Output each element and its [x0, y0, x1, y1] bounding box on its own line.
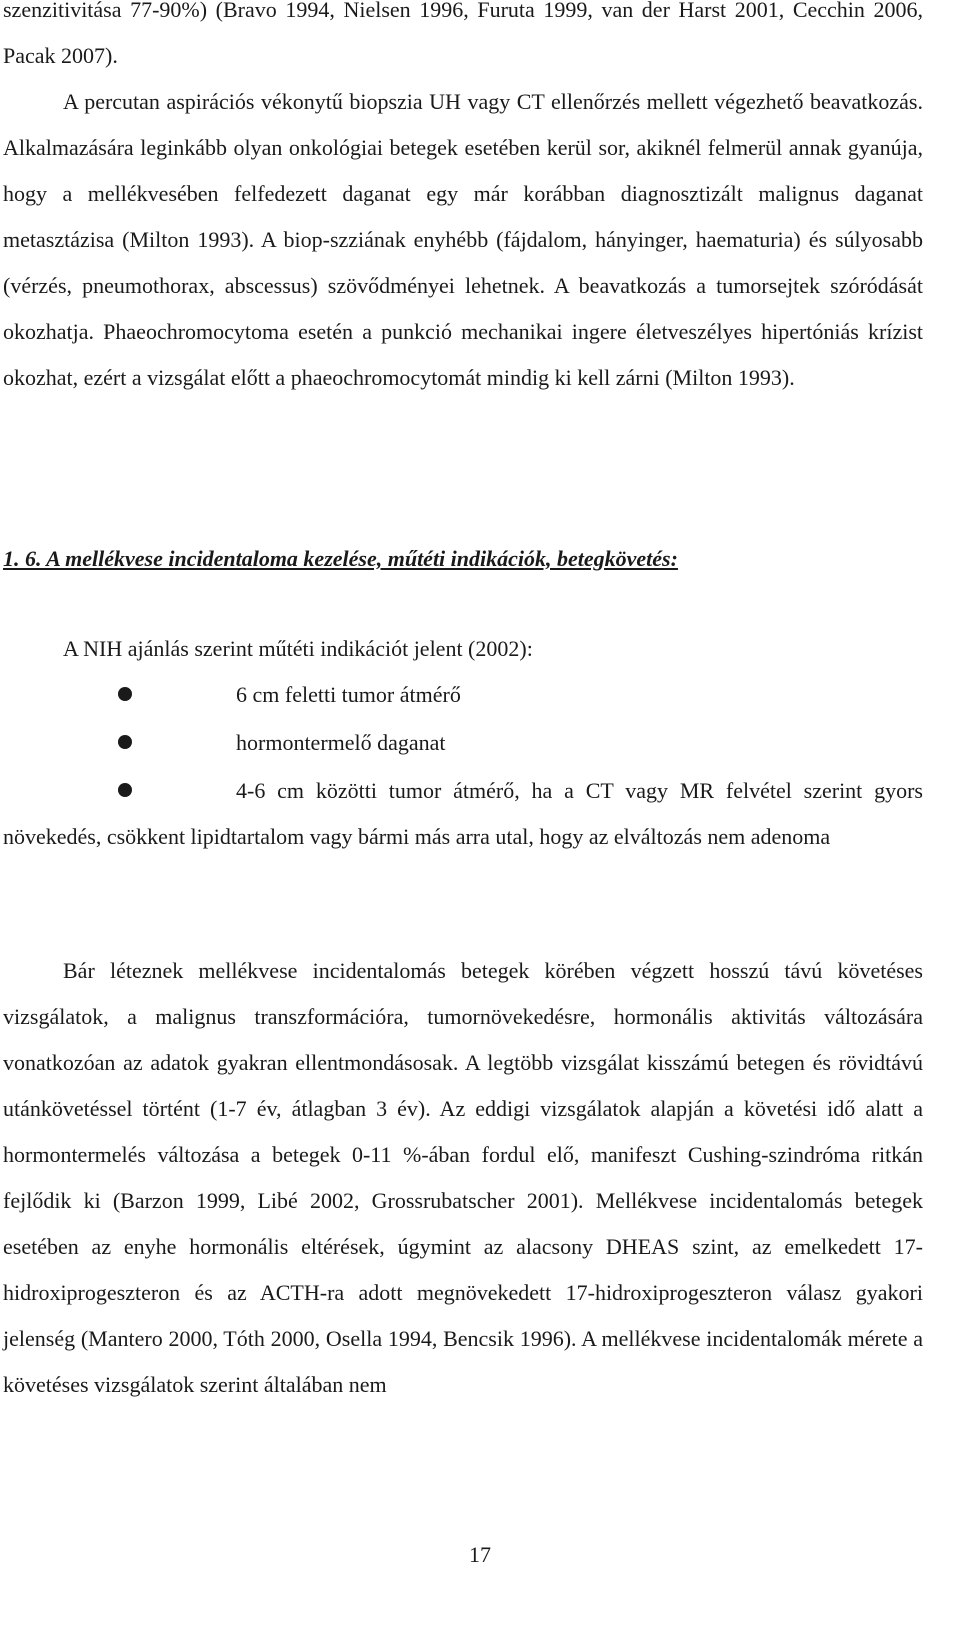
- page-number: 17: [469, 1542, 491, 1567]
- list-item-text: hormontermelő daganat: [236, 730, 446, 755]
- list-item-long: [3, 768, 923, 860]
- indication-list: [0, 672, 923, 768]
- bullet-icon: [118, 783, 132, 797]
- bullet-icon: [118, 735, 132, 749]
- paragraph-biopsy-text: A percutan aspirációs vékonytű biopszia UH vagy CT ellenőrzés mellett végezhető beavatkozás. Alkalmazására leginkább olyan onkológiai betegek esetében kerül sor, akiknél felmerül annak gyanúja, hogy a mellékvesében felfedezett daganat egy már korábban diagnosztizált malignus daganat metasztázisa (Milton 1993). A biop-szziának enyhébb (fájdalom, hányinger, haematuria) és súlyosabb (vérzés, pneumothorax, abscessus) szövődményei lehetnek. A beavatkozás a tumorsejtek szóródását okozhatja. Phaeochromocytoma esetén a punkció mechanikai ingere életveszélyes hipertóniás krízist okozhat, ezért a vizsgálat előtt a phaeochromocytomát mindig ki kell zárni (Milton 1993).: [3, 89, 923, 390]
- paragraph-followup-text: Bár léteznek mellékvese incidentalomás betegek körében végzett hosszú távú követéses vizsgálatok, a malignus transzformációra, tumornövekedésre, hormonális aktivitás változására vonatkozóan az adatok gyakran ellentmondásosak. A legtöbb vizsgálat kisszámú betegen és rövidtávú utánkövetéssel történt (1-7 év, átlagban 3 év). Az eddigi vizsgálatok alapján a követési idő alatt a hormontermelés változása a betegek 0-11 %-ában fordul elő, manifeszt Cushing-szindróma ritkán fejlődik ki (Barzon 1999, Libé 2002, Grossrubatscher 2001). Mellékvese incidentalomás betegek esetében az enyhe hormonális eltérések, úgymint az alacsony DHEAS szint, az emelkedett 17-hidroxiprogeszteron és az ACTH-ra adott megnövekedett 17-hidroxiprogeszteron válasz gyakori jelenség (Mantero 2000, Tóth 2000, Osella 1994, Bencsik 1996). A mellékvese incidentalomák mérete a követéses vizsgálatok szerint általában nem: [3, 958, 923, 1397]
- paragraph-top-text: szenzitivitása 77-90%) (Bravo 1994, Nielsen 1996, Furuta 1999, van der Harst 2001, Cecchin 2006, Pacak 2007).: [3, 0, 923, 68]
- nih-intro: A NIH ajánlás szerint műtéti indikációt jelent (2002):: [63, 636, 533, 661]
- list-item-long-text: 4-6 cm közötti tumor átmérő, ha a CT vagy MR felvétel szerint gyors növekedés, csökkent lipidtartalom vagy bármi más arra utal, hogy az elváltozás nem adenoma: [3, 778, 923, 849]
- list-item-text: 6 cm feletti tumor átmérő: [236, 682, 461, 707]
- paragraph-top: [3, 0, 923, 401]
- section-heading: 1. 6. A mellékvese incidentaloma kezelése, műtéti indikációk, betegkövetés:: [3, 546, 678, 571]
- paragraph-followup: [3, 948, 923, 1408]
- list-item: [0, 672, 923, 720]
- bullet-icon: [118, 687, 132, 701]
- list-item: [0, 720, 923, 768]
